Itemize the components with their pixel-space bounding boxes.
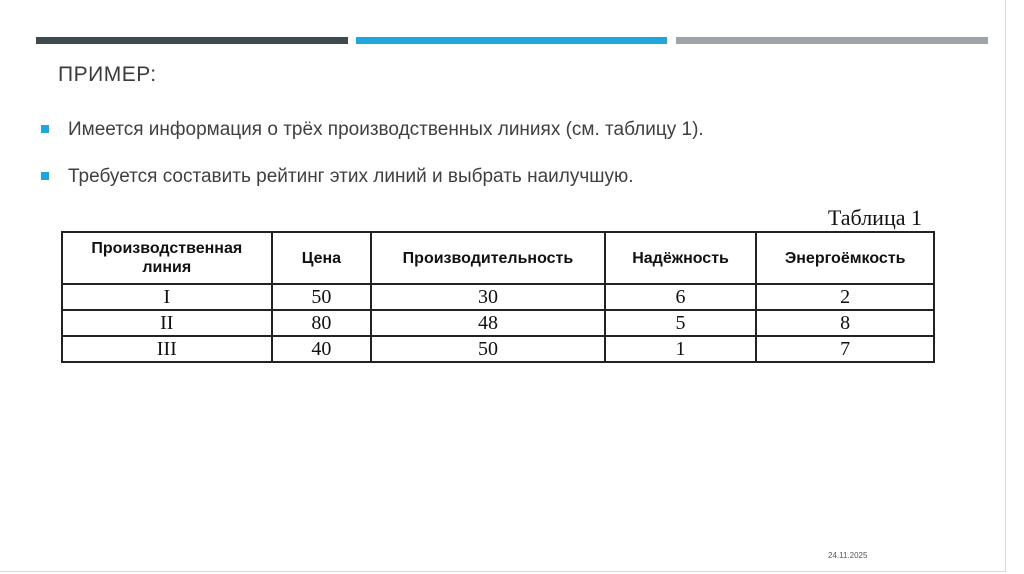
header-bar-right xyxy=(676,37,988,44)
column-header: Надёжность xyxy=(605,232,757,284)
table-cell: 7 xyxy=(756,336,934,362)
bullet-text: Требуется составить рейтинг этих линий и выбрать наилучшую. xyxy=(68,166,634,187)
table-cell: 2 xyxy=(756,284,934,310)
table-cell: 5 xyxy=(605,310,757,336)
column-header: Энергоёмкость xyxy=(756,232,934,284)
column-header: Цена xyxy=(272,232,372,284)
header-bar-left xyxy=(36,37,348,44)
table-cell: 8 xyxy=(756,310,934,336)
table-cell: 6 xyxy=(605,284,757,310)
slide-date: 24.11.2025 xyxy=(828,551,868,560)
square-bullet-icon xyxy=(41,172,49,180)
square-bullet-icon xyxy=(41,125,49,133)
table-caption: Таблица 1 xyxy=(827,205,922,230)
table-cell: 50 xyxy=(371,336,605,362)
column-header: Производительность xyxy=(371,232,605,284)
table-cell: 40 xyxy=(272,336,372,362)
bullet-item xyxy=(40,164,704,190)
table-cell: I xyxy=(62,284,272,310)
data-table xyxy=(61,231,935,363)
table-cell: 48 xyxy=(371,310,605,336)
table-cell: 30 xyxy=(371,284,605,310)
table-cell: 50 xyxy=(272,284,372,310)
slide-title: ПРИМЕР: xyxy=(58,63,157,86)
table-cell: II xyxy=(62,310,272,336)
column-header: Производственная линия xyxy=(62,232,272,284)
header-bar-middle xyxy=(356,37,667,44)
table-header-row xyxy=(62,232,934,284)
table-row xyxy=(62,310,934,336)
table-cell: III xyxy=(62,336,272,362)
table-cell: 1 xyxy=(605,336,757,362)
bullet-item xyxy=(40,117,704,143)
table-row xyxy=(62,336,934,362)
table-row xyxy=(62,284,934,310)
table-cell: 80 xyxy=(272,310,372,336)
bullet-list xyxy=(40,117,704,211)
bullet-text: Имеется информация о трёх производственных линиях (см. таблицу 1). xyxy=(68,119,704,140)
